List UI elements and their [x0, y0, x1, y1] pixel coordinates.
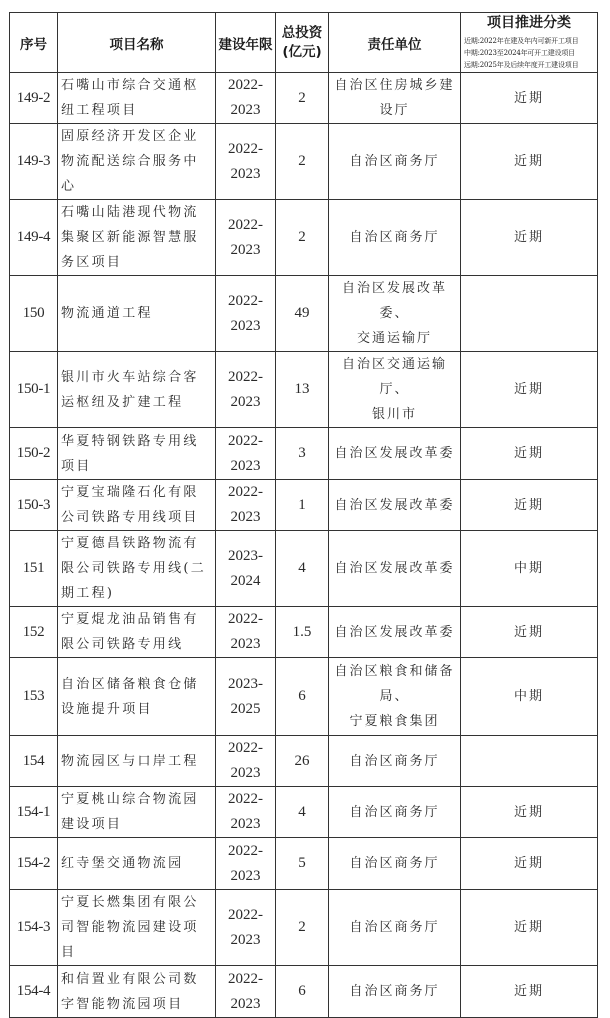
years-start: 2022-: [228, 791, 263, 807]
category-note-mid: 中期:2023至2024年可开工建设项目: [464, 49, 575, 57]
table-row: [10, 531, 598, 607]
cell-name: 银川市火车站综合客运枢纽及扩建工程: [58, 352, 216, 428]
cell-no: 154-1: [10, 787, 58, 838]
cell-investment: 6: [276, 658, 329, 736]
years-start: 2022-: [228, 292, 263, 309]
cell-investment: 2: [276, 890, 329, 966]
table-row: [10, 607, 598, 658]
years-end: 2023: [230, 816, 261, 832]
cell-investment: 3: [276, 428, 329, 480]
years-end: 2023: [230, 241, 261, 258]
cell-category: 近期: [461, 607, 598, 658]
header-years: 建设年限: [216, 13, 276, 73]
cell-investment: 2: [276, 200, 329, 276]
years-start: 2023-: [228, 675, 263, 692]
unit-line: 自治区发展改革委: [334, 446, 455, 461]
cell-no: 153: [10, 658, 58, 736]
cell-no: 152: [10, 607, 58, 658]
cell-years: [216, 276, 276, 352]
years-start: 2022-: [228, 740, 263, 756]
cell-category: 近期: [461, 428, 598, 480]
table-row: [10, 658, 598, 736]
table-row: [10, 276, 598, 352]
header-investment-line2: (亿元): [282, 43, 322, 60]
cell-years: [216, 890, 276, 966]
cell-investment: 5: [276, 838, 329, 890]
unit-line: 自治区发展改革委: [334, 497, 455, 513]
cell-years: [216, 428, 276, 480]
header-investment-line1: 总投资: [281, 24, 323, 41]
years-end: 2023: [230, 765, 261, 781]
years-start: 2022-: [228, 970, 263, 987]
cell-years: [216, 73, 276, 124]
cell-category: 近期: [461, 124, 598, 200]
cell-category: 近期: [461, 480, 598, 531]
cell-unit: [329, 73, 461, 124]
cell-investment: 1: [276, 480, 329, 531]
cell-years: [216, 607, 276, 658]
header-category-title: 项目推进分类: [487, 15, 571, 31]
years-start: 2022-: [228, 906, 263, 923]
cell-unit: [329, 428, 461, 480]
header-unit: 责任单位: [329, 13, 461, 73]
cell-category: 中期: [461, 531, 598, 607]
cell-unit: [329, 966, 461, 1018]
unit-line: 自治区商务厅: [349, 804, 440, 820]
cell-investment: 2: [276, 73, 329, 124]
table-row: [10, 428, 598, 480]
years-end: 2025: [230, 700, 261, 717]
header-category: [461, 13, 598, 73]
cell-category: 近期: [461, 890, 598, 966]
cell-no: 150-2: [10, 428, 58, 480]
table-row: [10, 200, 598, 276]
cell-category: 近期: [461, 838, 598, 890]
cell-name: 和信置业有限公司数字智能物流园项目: [58, 966, 216, 1018]
unit-line: 自治区商务厅: [349, 230, 440, 245]
table-row: [10, 352, 598, 428]
cell-category: [461, 276, 598, 352]
years-end: 2023: [230, 509, 261, 525]
cell-no: 154-3: [10, 890, 58, 966]
cell-years: [216, 480, 276, 531]
cell-years: [216, 736, 276, 787]
cell-no: 154-2: [10, 838, 58, 890]
cell-unit: [329, 607, 461, 658]
cell-investment: 26: [276, 736, 329, 787]
cell-unit: [329, 200, 461, 276]
cell-unit: [329, 890, 461, 966]
cell-name: 物流园区与口岸工程: [58, 736, 216, 787]
cell-unit: [329, 838, 461, 890]
cell-no: 154-4: [10, 966, 58, 1018]
cell-category: 近期: [461, 352, 598, 428]
cell-name: 石嘴山陆港现代物流集聚区新能源智慧服务区项目: [58, 200, 216, 276]
unit-line: 自治区商务厅: [349, 984, 440, 999]
category-note-far: 远期:2025年及后续年度开工建设项目: [464, 61, 579, 69]
header-investment: [276, 13, 329, 73]
unit-line: 自治区发展改革委: [334, 561, 455, 576]
cell-name: 宁夏桃山综合物流园建设项目: [58, 787, 216, 838]
cell-unit: [329, 352, 461, 428]
years-start: 2022-: [228, 432, 263, 449]
years-start: 2022-: [228, 216, 263, 233]
table-row: [10, 124, 598, 200]
cell-name: 固原经济开发区企业物流配送综合服务中心: [58, 124, 216, 200]
cell-no: 149-3: [10, 124, 58, 200]
cell-years: [216, 531, 276, 607]
cell-category: 近期: [461, 966, 598, 1018]
cell-years: [216, 838, 276, 890]
cell-no: 149-2: [10, 73, 58, 124]
years-start: 2022-: [228, 368, 263, 385]
cell-name: 石嘴山市综合交通枢纽工程项目: [58, 73, 216, 124]
cell-unit: [329, 276, 461, 352]
years-end: 2023: [230, 867, 261, 884]
cell-years: [216, 124, 276, 200]
cell-name: 宁夏长燃集团有限公司智能物流园建设项目: [58, 890, 216, 966]
years-end: 2023: [230, 317, 261, 334]
years-start: 2022-: [228, 77, 263, 93]
cell-name: 物流通道工程: [58, 276, 216, 352]
years-end: 2023: [230, 931, 261, 948]
table-row: [10, 73, 598, 124]
cell-investment: 6: [276, 966, 329, 1018]
unit-line: 自治区粮食和储备局、: [334, 664, 455, 704]
cell-name: 红寺堡交通物流园: [58, 838, 216, 890]
cell-no: 154: [10, 736, 58, 787]
years-end: 2023: [230, 457, 261, 474]
years-end: 2023: [230, 102, 261, 118]
category-note-near: 近期:2022年在建及年内可新开工项目: [464, 37, 579, 45]
cell-no: 150: [10, 276, 58, 352]
cell-unit: [329, 124, 461, 200]
cell-no: 151: [10, 531, 58, 607]
cell-years: [216, 966, 276, 1018]
years-start: 2022-: [228, 611, 263, 627]
project-table: [9, 12, 598, 1018]
years-start: 2022-: [228, 842, 263, 859]
years-end: 2023: [230, 165, 261, 182]
years-end: 2023: [230, 636, 261, 652]
cell-category: 近期: [461, 200, 598, 276]
cell-name: 自治区储备粮食仓储设施提升项目: [58, 658, 216, 736]
table-row: [10, 890, 598, 966]
unit-line: 自治区商务厅: [349, 753, 440, 769]
cell-investment: 4: [276, 787, 329, 838]
cell-unit: [329, 658, 461, 736]
table-row: [10, 966, 598, 1018]
cell-category: 近期: [461, 787, 598, 838]
cell-no: 150-3: [10, 480, 58, 531]
unit-line: 自治区交通运输厅、: [341, 357, 447, 397]
cell-name: 宁夏德昌铁路物流有限公司铁路专用线(二期工程): [58, 531, 216, 607]
unit-line: 自治区住房城乡建设厅: [334, 78, 455, 118]
cell-investment: 2: [276, 124, 329, 200]
years-start: 2022-: [228, 484, 263, 500]
cell-category: 中期: [461, 658, 598, 736]
unit-line: 自治区商务厅: [349, 856, 440, 871]
cell-name: 宁夏宝瑞隆石化有限公司铁路专用线项目: [58, 480, 216, 531]
cell-name: 华夏特钢铁路专用线项目: [58, 428, 216, 480]
unit-line: 自治区发展改革委、: [341, 281, 447, 321]
cell-unit: [329, 787, 461, 838]
unit-line: 自治区商务厅: [349, 154, 440, 169]
cell-investment: 49: [276, 276, 329, 352]
cell-investment: 4: [276, 531, 329, 607]
header-no: 序号: [10, 13, 58, 73]
cell-category: 近期: [461, 73, 598, 124]
years-end: 2023: [230, 393, 261, 410]
table-row: [10, 736, 598, 787]
table-row: [10, 480, 598, 531]
cell-investment: 13: [276, 352, 329, 428]
unit-line: 宁夏粮食集团: [349, 714, 440, 729]
cell-category: [461, 736, 598, 787]
cell-years: [216, 200, 276, 276]
cell-unit: [329, 531, 461, 607]
unit-line: 自治区商务厅: [349, 920, 440, 935]
table-row: [10, 787, 598, 838]
cell-years: [216, 352, 276, 428]
header-row: [10, 13, 598, 73]
cell-no: 150-1: [10, 352, 58, 428]
unit-line: 银川市: [371, 407, 417, 422]
cell-years: [216, 787, 276, 838]
unit-line: 自治区发展改革委: [334, 624, 455, 640]
cell-unit: [329, 736, 461, 787]
cell-investment: 1.5: [276, 607, 329, 658]
years-end: 2024: [230, 572, 261, 589]
years-start: 2023-: [228, 547, 263, 564]
years-end: 2023: [230, 995, 261, 1012]
unit-line: 交通运输厅: [356, 331, 432, 346]
cell-unit: [329, 480, 461, 531]
header-name: 项目名称: [58, 13, 216, 73]
table-row: [10, 838, 598, 890]
cell-years: [216, 658, 276, 736]
cell-name: 宁夏焜龙油品销售有限公司铁路专用线: [58, 607, 216, 658]
cell-no: 149-4: [10, 200, 58, 276]
years-start: 2022-: [228, 140, 263, 157]
